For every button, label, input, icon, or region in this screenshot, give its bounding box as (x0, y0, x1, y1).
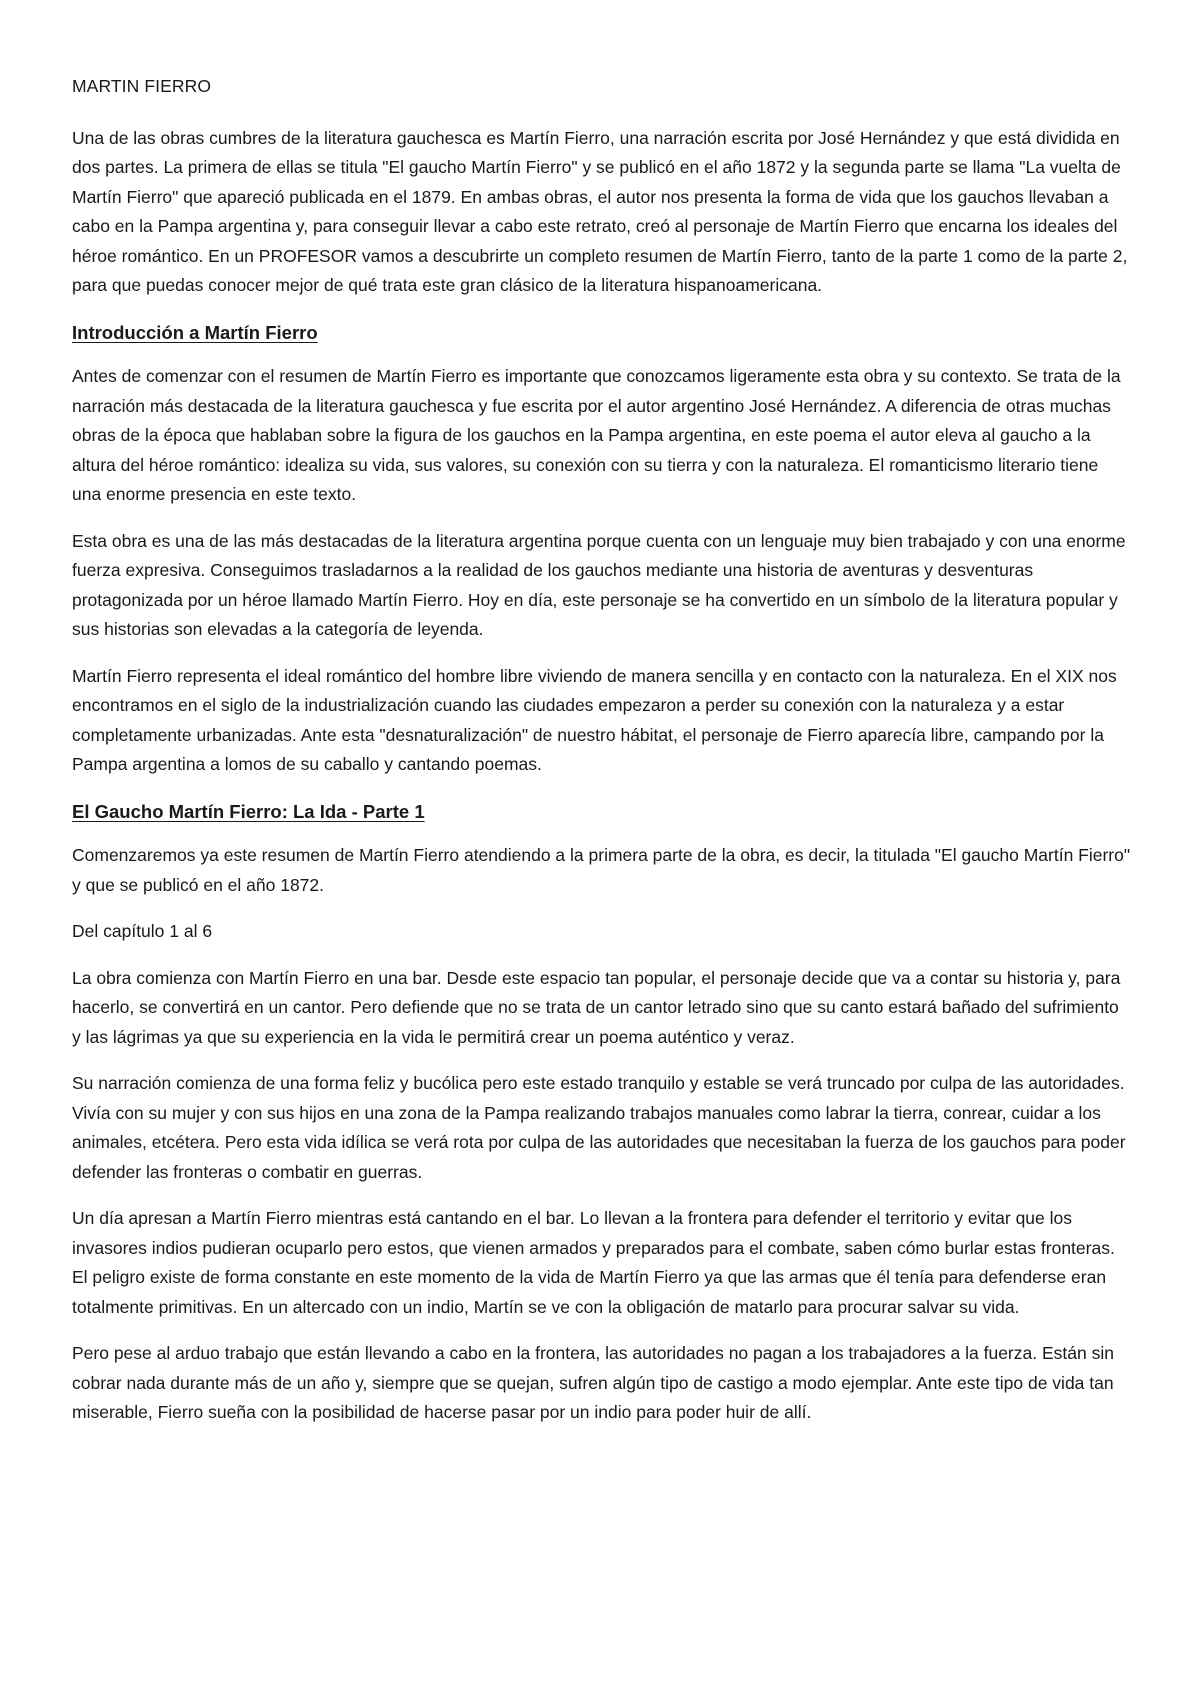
section2-paragraph-1: La obra comienza con Martín Fierro en una bar. Desde este espacio tan popular, el personaje decide que va a contar su historia y, para hacerlo, se convertirá en un cantor. Pero defiende que no se trata de un cantor letrado sino que su canto estará bañado del sufrimiento y las lágrimas ya que su experiencia en la vida le permitirá crear un poema auténtico y veraz. (72, 967, 1121, 1047)
section2-paragraph-4: Pero pese al arduo trabajo que están llevando a cabo en la frontera, las autoridades no pagan a los trabajadores a la fuerza. Están sin cobrar nada durante más de un año y, siempre que se quejan, sufren algún tipo de castigo a modo ejemplar. Ante este tipo de vida tan miserable, Fierro sueña con la posibilidad de hacerse pasar por un indio para poder huir de allí. (72, 1343, 1114, 1422)
section1-paragraph-1: Antes de comenzar con el resumen de Martín Fierro es importante que conozcamos ligeramente esta obra y su contexto. Se trata de la narración más destacada de la literatura gauchesca y fue escrita por el autor argentino José Hernández. A diferencia de otras muchas obras de la época que hablaban sobre la figura de los gauchos en la Pampa argentina, en este poema el autor eleva al gaucho a la altura del héroe romántico: idealiza su vida, sus valores, su conexión con su tierra y con la naturaleza. El romanticismo literario tiene una enorme presencia en este texto. (72, 366, 1121, 504)
section2-intro-paragraph: Comenzaremos ya este resumen de Martín Fierro atendiendo a la primera parte de la obra, es decir, la titulada "El gaucho Martín Fierro" y que se publicó en el año 1872. (72, 845, 1131, 895)
section2-paragraph-3: Un día apresan a Martín Fierro mientras está cantando en el bar. Lo llevan a la frontera para defender el territorio y evitar que los invasores indios pudieran ocuparlo pero estos, que vienen armados y preparados para el combate, saben cómo burlar estas fronteras. El peligro existe de forma constante en este momento de la vida de Martín Fierro ya que las armas que él tenía para defenderse eran totalmente primitivas. En un altercado con un indio, Martín se ve con la obligación de matarlo para procurar salvar su vida. (72, 1208, 1115, 1317)
chapter-range-label: Del capítulo 1 al 6 (72, 921, 213, 941)
section-heading-la-ida: El Gaucho Martín Fierro: La Ida - Parte 1 (72, 800, 425, 822)
section1-paragraph-3: Martín Fierro representa el ideal romántico del hombre libre viviendo de manera sencilla y en contacto con la naturaleza. En el XIX nos encontramos en el siglo de la industrialización cuando las ciudades empezaron a perder su conexión con la naturaleza y a estar completamente urbanizadas. Ante esta "desnaturalización" de nuestro hábitat, el personaje de Fierro aparecía libre, campando por la Pampa argentina a lomos de su caballo y cantando poemas. (72, 665, 1117, 774)
section2-paragraph-2: Su narración comienza de una forma feliz y bucólica pero este estado tranquilo y estable se verá truncado por culpa de las autoridades. Vivía con su mujer y con sus hijos en una zona de la Pampa realizando trabajos manuales como labrar la tierra, conrear, cuidar a los animales, etcétera. Pero esta vida idílica se verá rota por culpa de las autoridades que necesitaban la fuerza de los gauchos para poder defender las fronteras o combatir en guerras. (72, 1073, 1126, 1182)
section1-paragraph-2: Esta obra es una de las más destacadas de la literatura argentina porque cuenta con un lenguaje muy bien trabajado y con una enorme fuerza expresiva. Conseguimos trasladarnos a la realidad de los gauchos mediante una historia de aventuras y desventuras protagonizada por un héroe llamado Martín Fierro. Hoy en día, este personaje se ha convertido en un símbolo de la literatura popular y sus historias son elevadas a la categoría de leyenda. (72, 530, 1126, 639)
intro-paragraph: Una de las obras cumbres de la literatura gauchesca es Martín Fierro, una narración escrita por José Hernández y que está dividida en dos partes. La primera de ellas se titula "El gaucho Martín Fierro" y se publicó en el año 1872 y la segunda parte se llama "La vuelta de Martín Fierro" que apareció publicada en el 1879. En ambas obras, el autor nos presenta la forma de vida que los gauchos llevaban a cabo en la Pampa argentina y, para conseguir llevar a cabo este retrato, creó al personaje de Martín Fierro que encarna los ideales del héroe romántico. En un PROFESOR vamos a descubrirte un completo resumen de Martín Fierro, tanto de la parte 1 como de la parte 2, para que puedas conocer mejor de qué trata este gran clásico de la literatura hispanoamericana. (72, 127, 1128, 295)
section-heading-introduccion: Introducción a Martín Fierro (72, 321, 318, 343)
document-page (72, 72, 1132, 1445)
document-title: MARTIN FIERRO (72, 76, 212, 96)
